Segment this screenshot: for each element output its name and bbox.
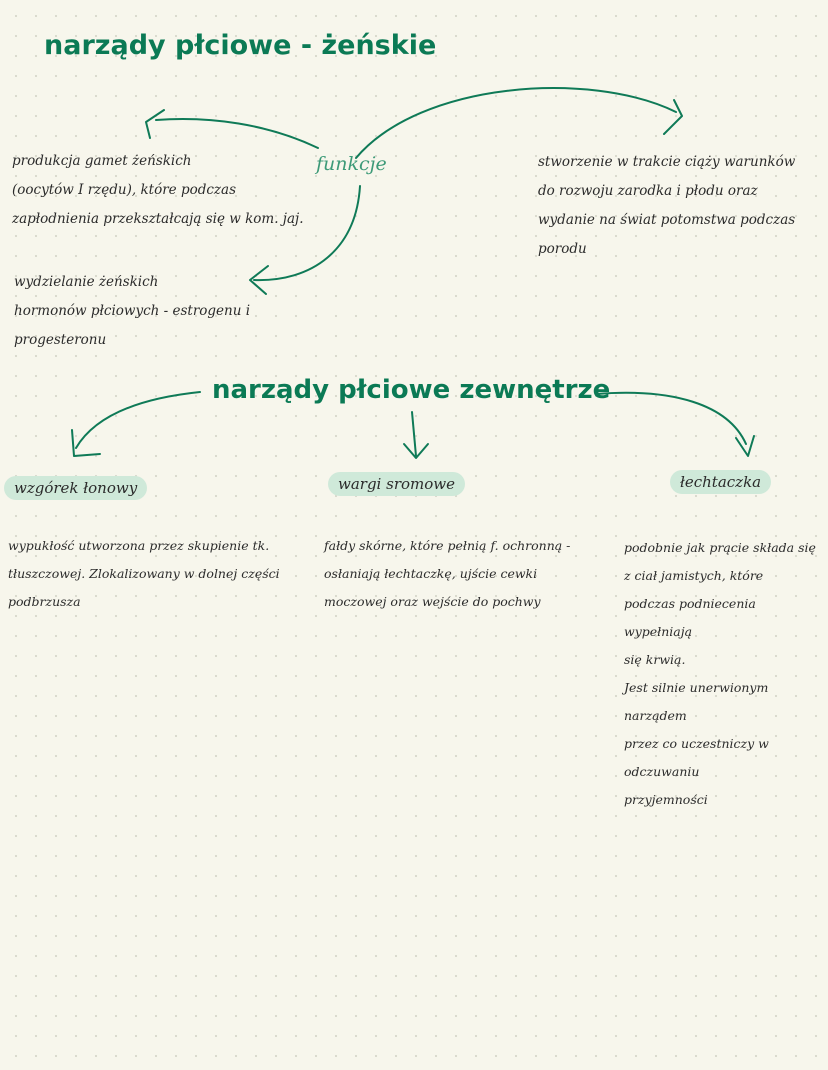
- text-line: podbrzusza: [8, 594, 81, 609]
- tag-labia: wargi sromowe: [328, 472, 465, 496]
- text-line: hormonów płciowych - estrogenu i: [14, 303, 251, 319]
- tag-clitoris: łechtaczka: [670, 470, 771, 494]
- text-line: Jest silnie unerwionym narządem: [624, 680, 769, 723]
- text-line: podobnie jak prącie składa się: [624, 540, 816, 555]
- arrow-to-clitoris: [596, 393, 754, 456]
- text-line: wypukłość utworzona przez skupienie tk.: [8, 538, 270, 553]
- arrow-to-mons-pubis: [72, 392, 200, 456]
- text-line: się krwią.: [624, 652, 686, 667]
- text-line: tłuszczowej. Zlokalizowany w dolnej części: [8, 566, 280, 581]
- function-gamete-production: [12, 147, 352, 234]
- text-line: osłaniają łechtaczkę, ujście cewki: [324, 566, 538, 581]
- text-line: przez co uczestniczy w odczuwaniu: [624, 736, 769, 779]
- text-line: do rozwoju zarodka i płodu oraz: [538, 183, 758, 199]
- description-clitoris: [624, 534, 824, 814]
- description-labia: [324, 532, 614, 616]
- tag-mons-pubis: wzgórek łonowy: [4, 476, 147, 500]
- text-line: z ciał jamistych, które: [624, 568, 764, 583]
- text-line: progesteronu: [14, 332, 107, 348]
- text-line: fałdy skórne, które pełnią f. ochronną -: [324, 538, 571, 553]
- description-mons-pubis: [8, 532, 308, 616]
- text-line: produkcja gamet żeńskich: [12, 153, 192, 169]
- text-line: wydanie na świat potomstwa podczas: [538, 212, 796, 228]
- text-line: porodu: [538, 241, 587, 257]
- text-line: przyjemności: [624, 792, 708, 807]
- functions-hub-label: funkcje: [316, 153, 387, 175]
- arrow-to-gamete-production: [146, 110, 318, 148]
- text-line: stworzenie w trakcie ciąży warunków: [538, 154, 796, 170]
- text-line: wydzielanie żeńskich: [14, 274, 159, 290]
- text-line: (oocytów I rzędu), które podczas: [12, 182, 237, 198]
- arrow-to-labia: [404, 412, 428, 458]
- text-line: podczas podniecenia wypełniają: [624, 596, 756, 639]
- page-title: narządy płciowe - żeńskie: [44, 30, 437, 61]
- text-line: zapłodnienia przekształcają się w kom. jaj.: [12, 211, 304, 227]
- text-line: moczowej oraz wejście do pochwy: [324, 594, 541, 609]
- function-pregnancy: [538, 148, 820, 264]
- function-hormone-secretion: [14, 268, 274, 355]
- section-title-external: narządy płciowe zewnętrze: [212, 375, 611, 405]
